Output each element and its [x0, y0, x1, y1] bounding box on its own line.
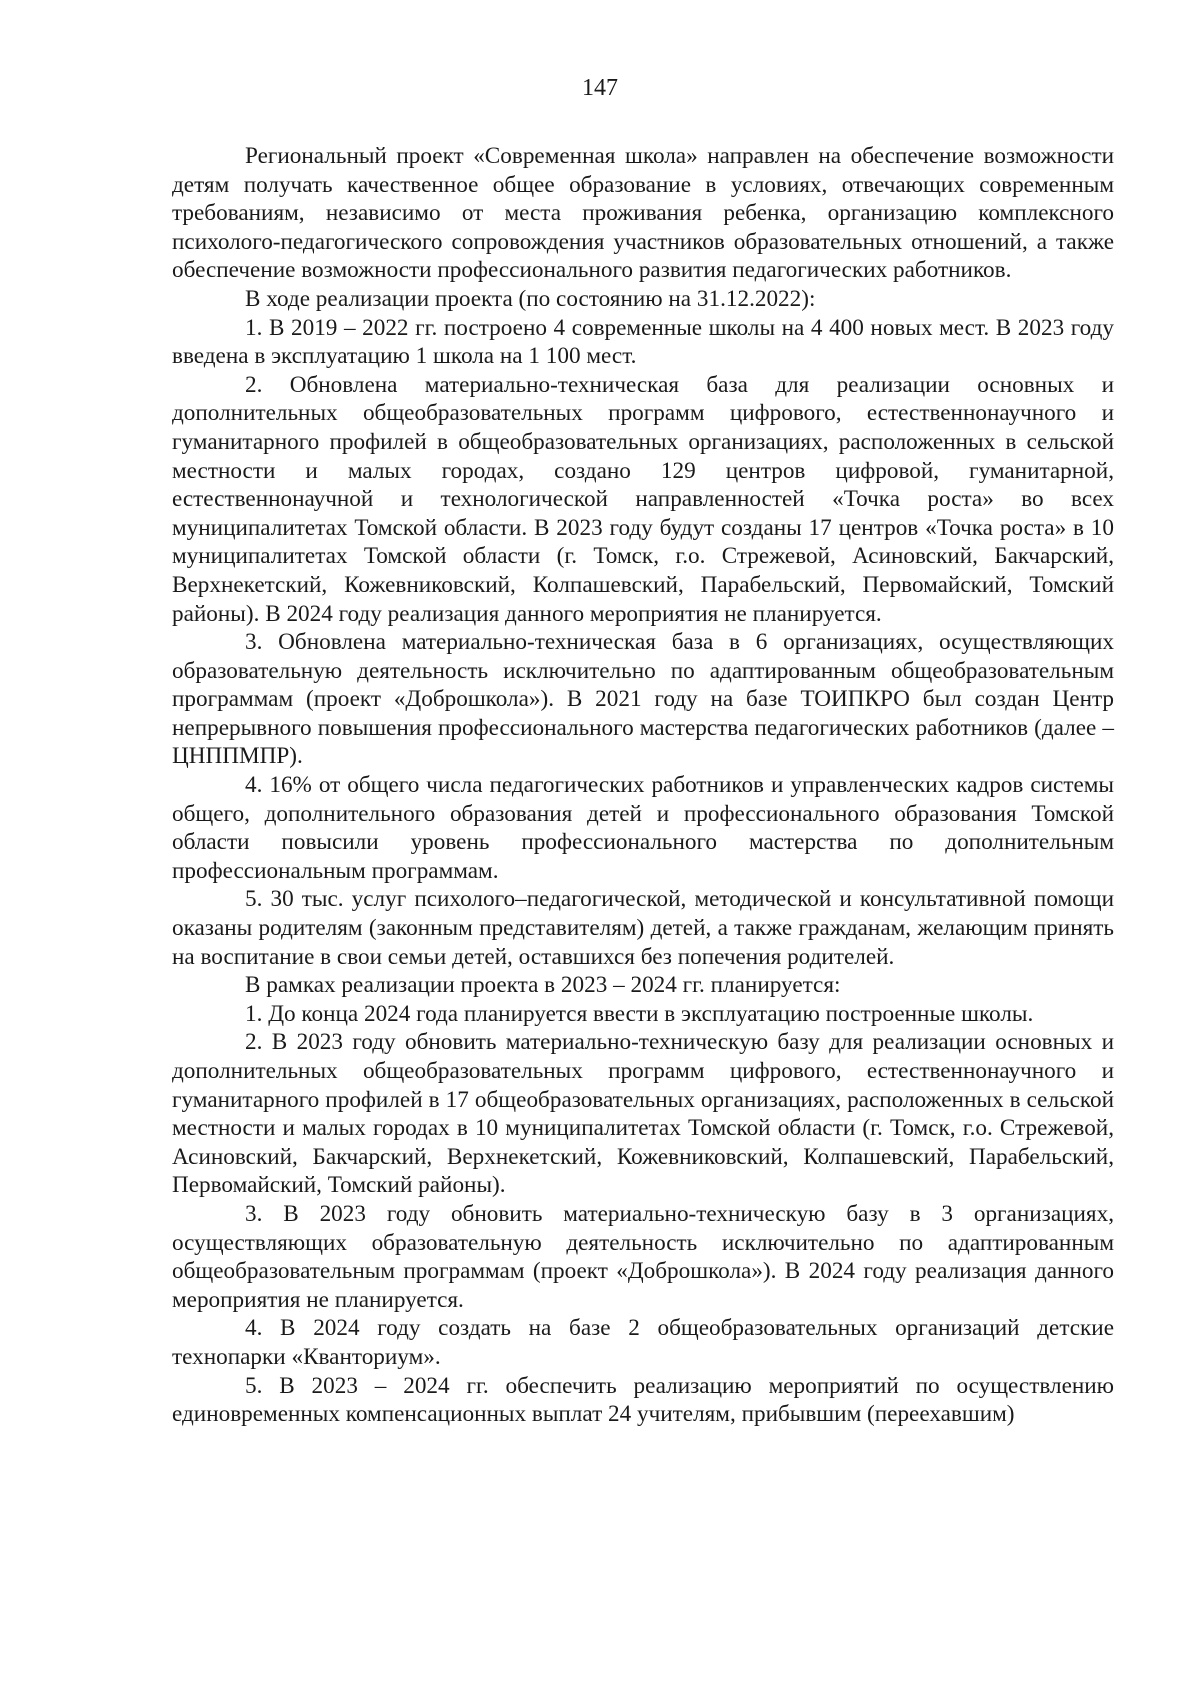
paragraph-plan-heading: В рамках реализации проекта в 2023 – 2024 гг. планируется:: [245, 972, 841, 999]
page-number: 147: [582, 75, 618, 101]
paragraph-plan-item-4: 4. В 2024 году создать на базе 2 общеобразовательных организаций детские технопарки «Кванториум».: [172, 1315, 1114, 1370]
document-body: [172, 142, 1114, 1429]
paragraph-progress-item-5: 5. 30 тыс. услуг психолого–педагогической, методической и консультативной помощи оказаны родителям (законным представителям) детей, а также гражданам, желающим принять на воспитание в свои семьи детей, оставшихся без попечения родителей.: [172, 886, 1114, 970]
paragraph-plan-item-1: 1. До конца 2024 года планируется ввести в эксплуатацию построенные школы.: [245, 1000, 1034, 1027]
paragraph-progress-item-1: 1. В 2019 – 2022 гг. построено 4 современные школы на 4 400 новых мест. В 2023 году введена в эксплуатацию 1 школа на 1 100 мест.: [172, 314, 1114, 370]
paragraph-progress-item-2: 2. Обновлена материально-техническая база для реализации основных и дополнительных общеобразовательных программ цифрового, естественнонаучного и гуманитарного профилей в общеобразовательных организациях, расположенных в сельской местности и малых городах, создано 129 центров цифровой, гуманитарной, естественнонаучной и технологической направленностей «Точка роста» во всех муниципалитетах Томской области. В 2023 году будут созданы 17 центров «Точка роста» в 10 муниципалитетах Томской области (г. Томск, г.о. Стрежевой, Асиновский, Бакчарский, Верхнекетский, Кожевниковский, Колпашевский, Парабельский, Первомайский, Томский районы). В 2024 году реализация данного мероприятия не планируется.: [172, 371, 1114, 627]
paragraph-intro: Региональный проект «Современная школа» направлен на обеспечение возможности детям получать качественное общее образование в условиях, отвечающих современным требованиям, независимо от места проживания ребенка, организацию комплексного психолого-педагогического сопровождения участников образовательных отношений, а также обеспечение возможности профессионального развития педагогических работников.: [172, 143, 1114, 284]
paragraph-progress-heading: В ходе реализации проекта (по состоянию на 31.12.2022):: [245, 285, 816, 312]
paragraph-progress-item-4: 4. 16% от общего числа педагогических работников и управленческих кадров системы общего, дополнительного образования детей и профессионального образования Томской области повысили уровень профессионального мастерства по дополнительным профессиональным программам.: [172, 772, 1114, 884]
paragraph-progress-item-3: 3. Обновлена материально-техническая база в 6 организациях, осуществляющих образовательную деятельность исключительно по адаптированным общеобразовательным программам (проект «Доброшкола»). В 2021 году на базе ТОИПКРО был создан Центр непрерывного повышения профессионального мастерства педагогических работников (далее – ЦНППМПР).: [172, 629, 1114, 770]
paragraph-plan-item-2: 2. В 2023 году обновить материально-техническую базу для реализации основных и дополнительных общеобразовательных программ цифрового, естественнонаучного и гуманитарного профилей в 17 общеобразовательных организациях, расположенных в сельской местности и малых городах в 10 муниципалитетах Томской области (г. Томск, г.о. Стрежевой, Асиновский, Бакчарский, Верхнекетский, Кожевниковский, Колпашевский, Парабельский, Первомайский, Томский районы).: [172, 1029, 1114, 1199]
paragraph-plan-item-3: 3. В 2023 году обновить материально-техническую базу в 3 организациях, осуществляющих образовательную деятельность исключительно по адаптированным общеобразовательным программам (проект «Доброшкола»). В 2024 году реализация данного мероприятия не планируется.: [172, 1200, 1114, 1313]
paragraph-plan-item-5: 5. В 2023 – 2024 гг. обеспечить реализацию мероприятий по осуществлению единовременных компенсационных выплат 24 учителям, прибывшим (переехавшим): [172, 1372, 1114, 1428]
